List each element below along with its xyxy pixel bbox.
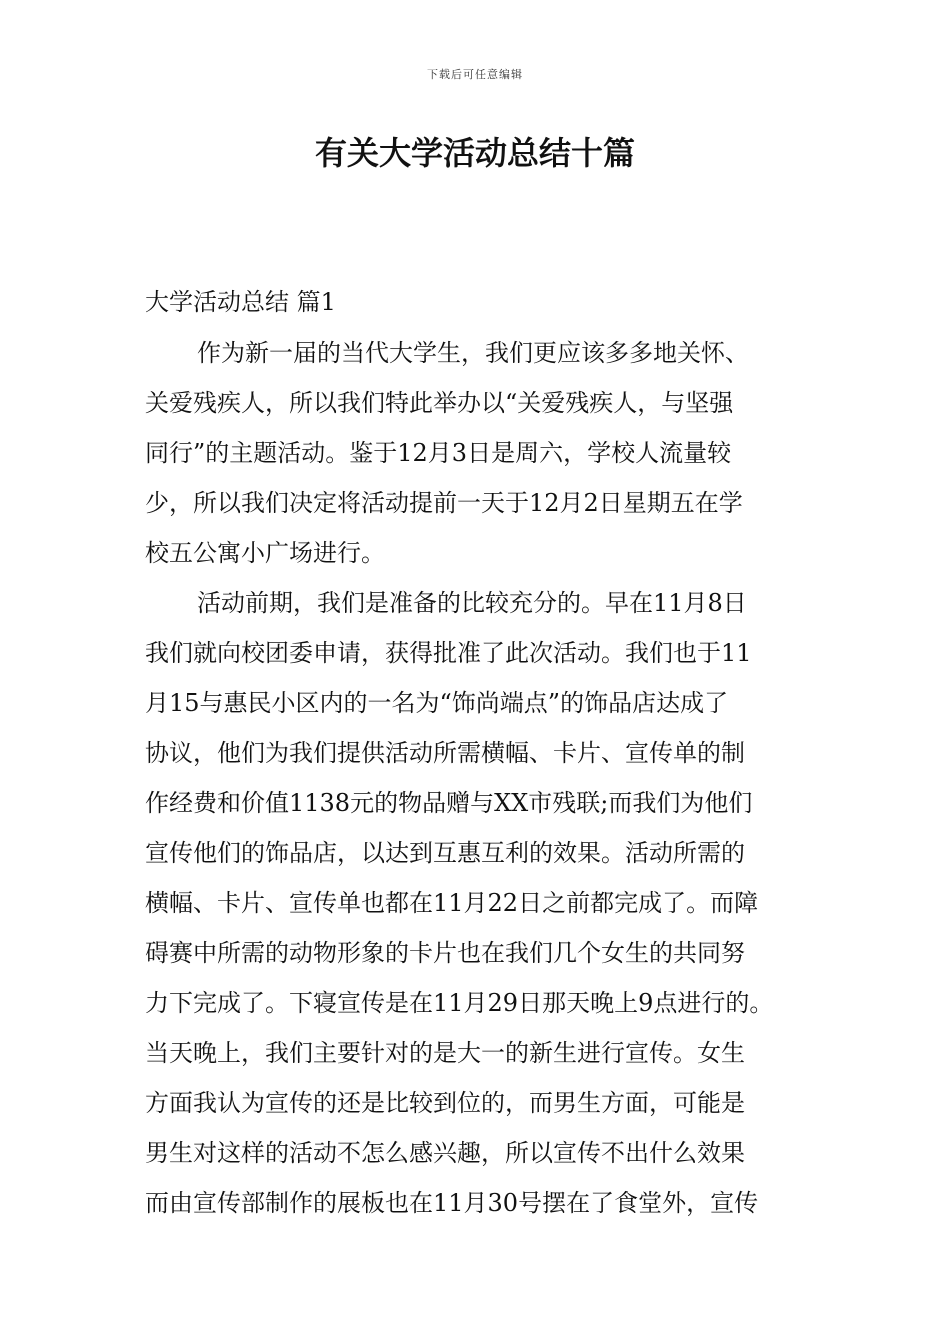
paragraph-line: 协议，他们为我们提供活动所需横幅、卡片、宣传单的制 [145, 739, 745, 767]
paragraph-line: 横幅、卡片、宣传单也都在11月22日之前都完成了。而障 [145, 889, 759, 917]
paragraph-line: 少，所以我们决定将活动提前一天于12月2日星期五在学 [145, 489, 743, 517]
paragraph-line: 宣传他们的饰品店，以达到互惠互利的效果。活动所需的 [145, 839, 745, 867]
header-note: 下载后可任意编辑 [427, 68, 523, 81]
paragraph-line: 作为新一届的当代大学生，我们更应该多多地关怀、 [197, 339, 749, 367]
paragraph-line: 活动前期，我们是准备的比较充分的。早在11月8日 [197, 589, 747, 617]
paragraph-line: 关爱残疾人，所以我们特此举办以“关爱残疾人，与坚强 [145, 389, 734, 417]
paragraph-line: 校五公寓小广场进行。 [145, 539, 385, 567]
paragraph-line: 男生对这样的活动不怎么感兴趣，所以宣传不出什么效果 [145, 1139, 745, 1167]
paragraph-line: 作经费和价值1138元的物品赠与XX市残联;而我们为他们 [145, 789, 753, 817]
section-heading: 大学活动总结 篇1 [145, 288, 336, 316]
paragraph-line: 力下完成了。下寝宣传是在11月29日那天晚上9点进行的。 [145, 989, 774, 1017]
paragraph-line: 方面我认为宣传的还是比较到位的，而男生方面，可能是 [145, 1089, 745, 1117]
paragraph-line: 当天晚上，我们主要针对的是大一的新生进行宣传。女生 [145, 1039, 745, 1067]
paragraph-line: 我们就向校团委申请，获得批准了此次活动。我们也于11 [145, 639, 752, 667]
paragraph-line: 月15与惠民小区内的一名为“饰尚端点”的饰品店达成了 [145, 689, 729, 717]
paragraph-line: 而由宣传部制作的展板也在11月30号摆在了食堂外，宣传 [145, 1189, 759, 1217]
paragraph-line: 碍赛中所需的动物形象的卡片也在我们几个女生的共同努 [145, 939, 745, 967]
paragraph-line: 同行”的主题活动。鉴于12月3日是周六，学校人流量较 [145, 439, 732, 467]
document-body [145, 328, 810, 1228]
document-title: 有关大学活动总结十篇 [314, 134, 635, 172]
